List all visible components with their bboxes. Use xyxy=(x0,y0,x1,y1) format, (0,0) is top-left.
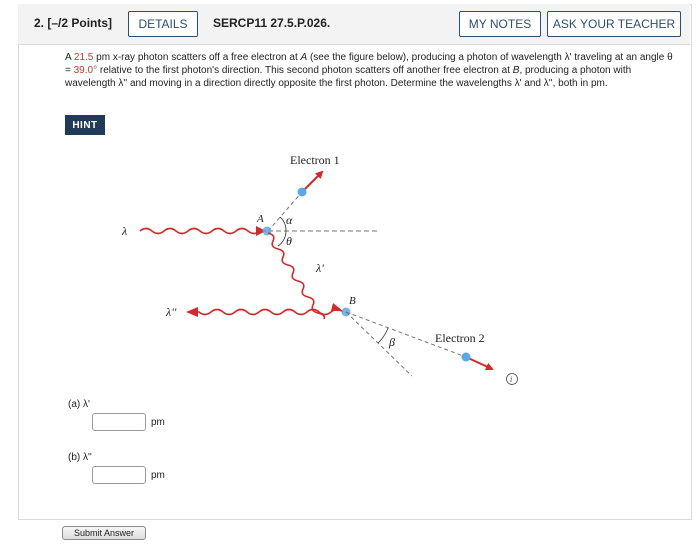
info-icon[interactable] xyxy=(507,374,518,385)
energy-value: 21.5 xyxy=(73,52,94,63)
electron2 xyxy=(462,353,471,362)
lambda-double-prime-label: λ'' xyxy=(166,305,177,319)
electron1-label: Electron 1 xyxy=(290,153,340,167)
part-b-answer-input[interactable] xyxy=(92,466,146,484)
problem-text-segment: pm x-ray photon scatters off a free electron at xyxy=(93,52,301,63)
my-notes-button[interactable]: MY NOTES xyxy=(459,11,541,37)
svg-text:i: i xyxy=(510,375,513,384)
part-b-label: (b) λ'' xyxy=(68,452,92,463)
lambda-label: λ xyxy=(122,224,128,238)
problem-text-segment: (see the figure below), producing a photon of wavelength λ' traveling at an angle θ = xyxy=(65,52,673,76)
final-photon-arrowhead xyxy=(186,307,198,317)
point-b-label: B xyxy=(349,295,356,307)
point-b-ref: B xyxy=(512,65,520,76)
problem-text-segment: A xyxy=(65,52,74,63)
question-id: SERCP11 27.5.P.026. xyxy=(213,16,331,30)
part-b-unit: pm xyxy=(151,470,165,481)
hint-button[interactable]: HINT xyxy=(65,115,105,135)
electron2-label: Electron 2 xyxy=(435,331,485,345)
electron1 xyxy=(298,188,307,197)
lambda-prime-label: λ' xyxy=(316,261,324,275)
incident-photon-wave xyxy=(140,229,266,234)
final-photon-wave xyxy=(193,310,343,315)
part-a-label: (a) λ' xyxy=(68,399,90,410)
problem-text-segment: , producing a photon with wavelength λ'' and moving in a direction directly opposite the first photon. Determine the wavelengths λ' and λ'', both in pm. xyxy=(65,65,632,89)
beta-label: β xyxy=(389,335,395,349)
submit-answer-button[interactable]: Submit Answer xyxy=(62,526,146,540)
beta-arc xyxy=(378,328,388,343)
details-button[interactable]: DETAILS xyxy=(128,11,198,37)
question-number: 2. [–/2 Points] xyxy=(34,16,113,30)
theta-label: θ xyxy=(286,234,292,248)
reference-line-b xyxy=(346,312,412,376)
problem-text-segment: relative to the first photon's direction. This second photon scatters off another free electron at xyxy=(97,65,513,76)
point-a-ref: A xyxy=(300,52,308,63)
ask-teacher-button[interactable]: ASK YOUR TEACHER xyxy=(547,11,681,37)
angle-value: 39.0° xyxy=(73,65,98,76)
part-a-answer-input[interactable] xyxy=(92,413,146,431)
alpha-label: α xyxy=(286,213,293,227)
scattered-photon-wave xyxy=(268,233,324,319)
part-a-unit: pm xyxy=(151,417,165,428)
theta-arc xyxy=(278,231,286,246)
point-a-label: A xyxy=(257,213,264,225)
